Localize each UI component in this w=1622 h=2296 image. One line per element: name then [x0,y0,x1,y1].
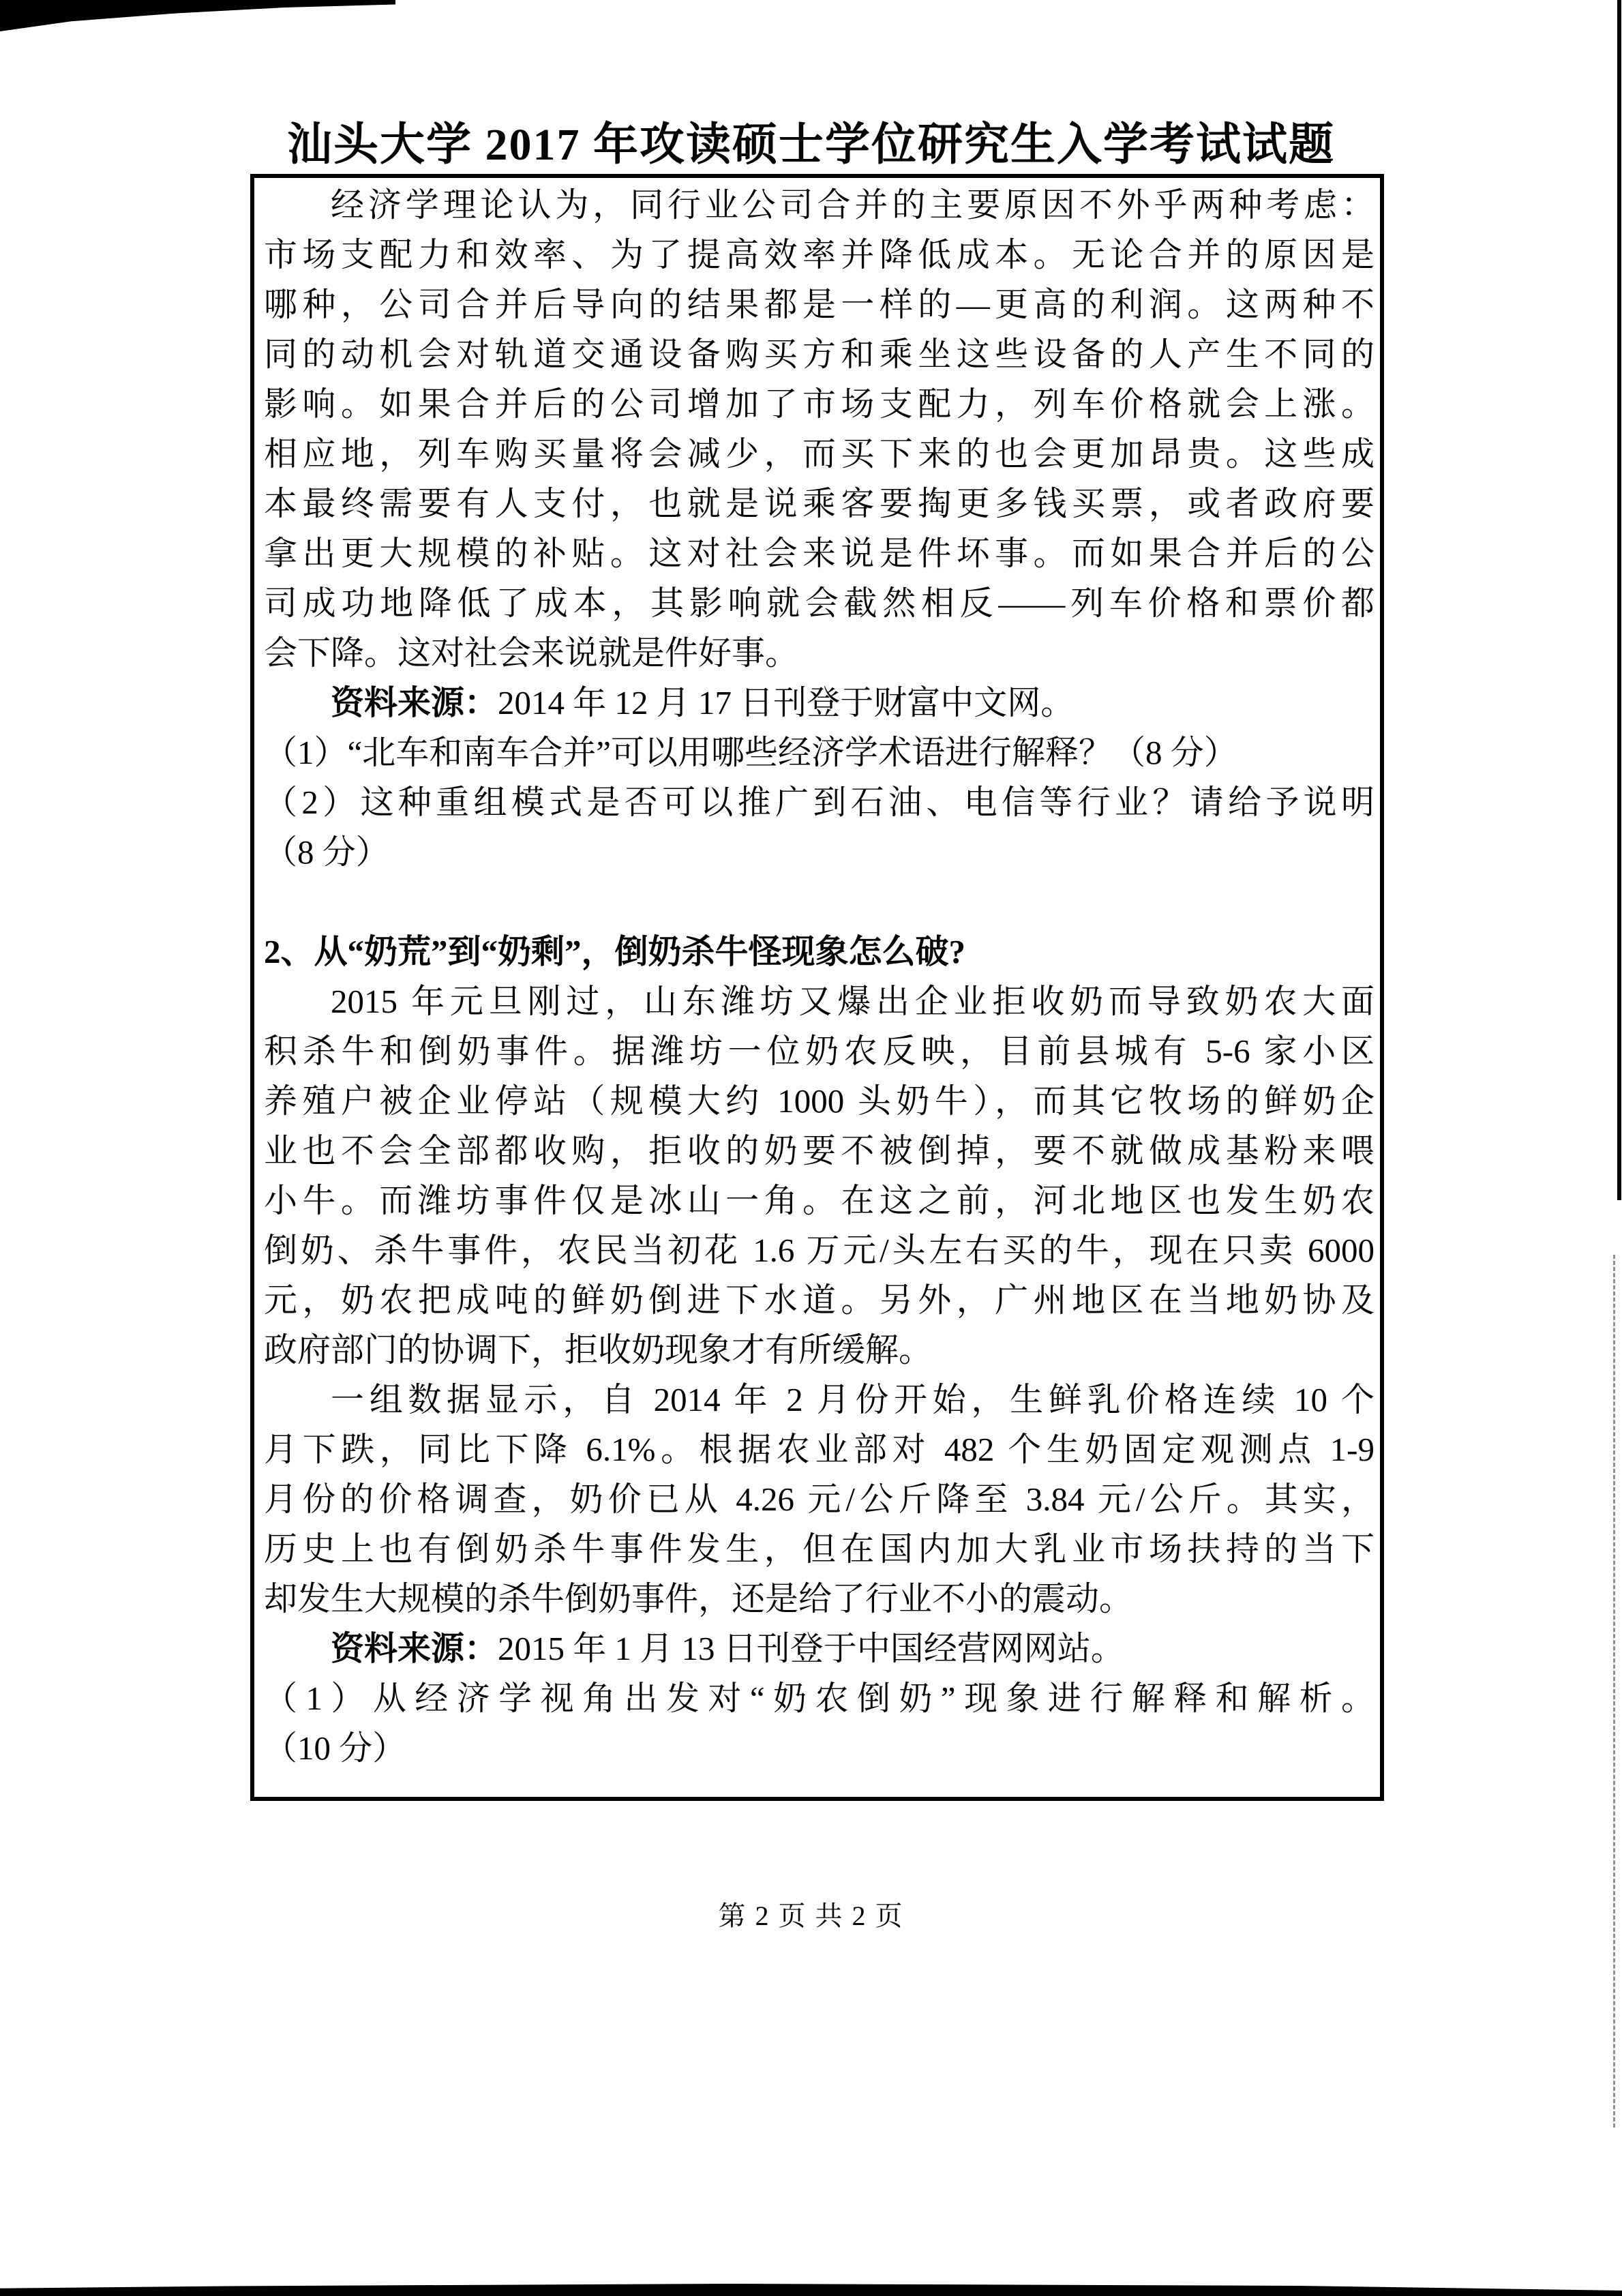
paragraph-line: 2015 年元旦刚过，山东潍坊又爆出企业拒收奶而导致奶农大面 [331,983,1375,1020]
paragraph-line: 拿出更大规模的补贴。这对社会来说是件坏事。而如果合并后的公 [264,535,1375,572]
question-line: （1）从经济学视角出发对“奶农倒奶”现象进行解释和解析。 [264,1680,1375,1717]
source-line: 资料来源：2015 年 1 月 13 日刊登于中国经营网网站。 [331,1630,1124,1667]
paragraph-line: 养殖户被企业停站（规模大约 1000 头奶牛），而其它牧场的鲜奶企 [264,1082,1375,1120]
paragraph-line: 本最终需要有人支付，也就是说乘客要掏更多钱买票，或者政府要 [264,485,1375,522]
exam-box [250,174,1384,1801]
paragraph-line: 司成功地降低了成本，其影响就会截然相反——列车价格和票价都 [264,584,1375,622]
scan-edge-right-dotted [1613,1255,1615,2128]
paragraph-line: 业也不会全部都收购，拒收的奶要不被倒掉，要不就做成基粉来喂 [264,1132,1375,1169]
paragraph-line: 一组数据显示，自 2014 年 2 月份开始，生鲜乳价格连续 10 个 [331,1381,1375,1418]
paragraph-line: 倒奶、杀牛事件，农民当初花 1.6 万元/头左右买的牛，现在只卖 6000 [264,1232,1375,1269]
page-number: 第 2 页 共 2 页 [718,1900,904,1931]
scan-smudge-top-left [0,0,395,31]
paragraph-line: 政府部门的协调下，拒收奶现象才有所缓解。 [264,1331,933,1369]
paragraph-line: 会下降。这对社会来说就是件好事。 [264,634,799,672]
source-label: 资料来源： [331,684,498,721]
section-heading: 2、从“奶荒”到“奶剩”，倒奶杀牛怪现象怎么破? [264,933,966,970]
blank-line [264,877,1375,927]
paragraph-line: 同的动机会对轨道交通设备购买方和乘坐这些设备的人产生不同的 [264,336,1375,373]
source-label: 资料来源： [331,1630,498,1667]
source-line: 资料来源：2014 年 12 月 17 日刊登于财富中文网。 [331,684,1075,721]
paragraph-line: 小牛。而潍坊事件仅是冰山一角。在这之前，河北地区也发生奶农 [264,1182,1375,1219]
paragraph-line: 历史上也有倒奶杀牛事件发生，但在国内加大乳业市场扶持的当下 [264,1530,1375,1568]
paragraph-line: 相应地，列车购买量将会减少，而买下来的也会更加昂贵。这些成 [264,435,1375,473]
question-line: （2）这种重组模式是否可以推广到石油、电信等行业？请给予说明 [264,784,1375,821]
paragraph-line: 积杀牛和倒奶事件。据潍坊一位奶农反映，目前县城有 5-6 家小区 [264,1032,1375,1070]
question-line: （8 分） [264,833,389,871]
paragraph-line: 月份的价格调查，奶价已从 4.26 元/公斤降至 3.84 元/公斤。其实， [264,1480,1375,1518]
paragraph-line: 却发生大规模的杀牛倒奶事件，还是给了行业不小的震动。 [264,1580,1133,1617]
paragraph-line: 影响。如果合并后的公司增加了市场支配力，列车价格就会上涨。 [264,385,1375,423]
paragraph-line: 经济学理论认为，同行业公司合并的主要原因不外乎两种考虑： [331,186,1375,224]
paragraph-line: 元，奶农把成吨的鲜奶倒进下水道。另外，广州地区在当地奶协及 [264,1281,1375,1319]
paragraph-line: 月下跌，同比下降 6.1%。根据农业部对 482 个生奶固定观测点 1-9 [264,1431,1375,1468]
question-line: （1）“北车和南车合并”可以用哪些经济学术语进行解释？（8 分） [264,734,1237,771]
page-title: 汕头大学 2017 年攻读硕士学位研究生入学考试试题 [287,120,1335,170]
paragraph-line: 哪种，公司合并后导向的结果都是一样的—更高的利润。这两种不 [264,286,1375,323]
question-line: （10 分） [264,1729,406,1767]
paragraph-line: 市场支配力和效率、为了提高效率并降低成本。无论合并的原因是 [264,236,1375,273]
scan-smudge-bottom [0,2279,1622,2296]
scan-edge-right [1617,0,1621,1200]
